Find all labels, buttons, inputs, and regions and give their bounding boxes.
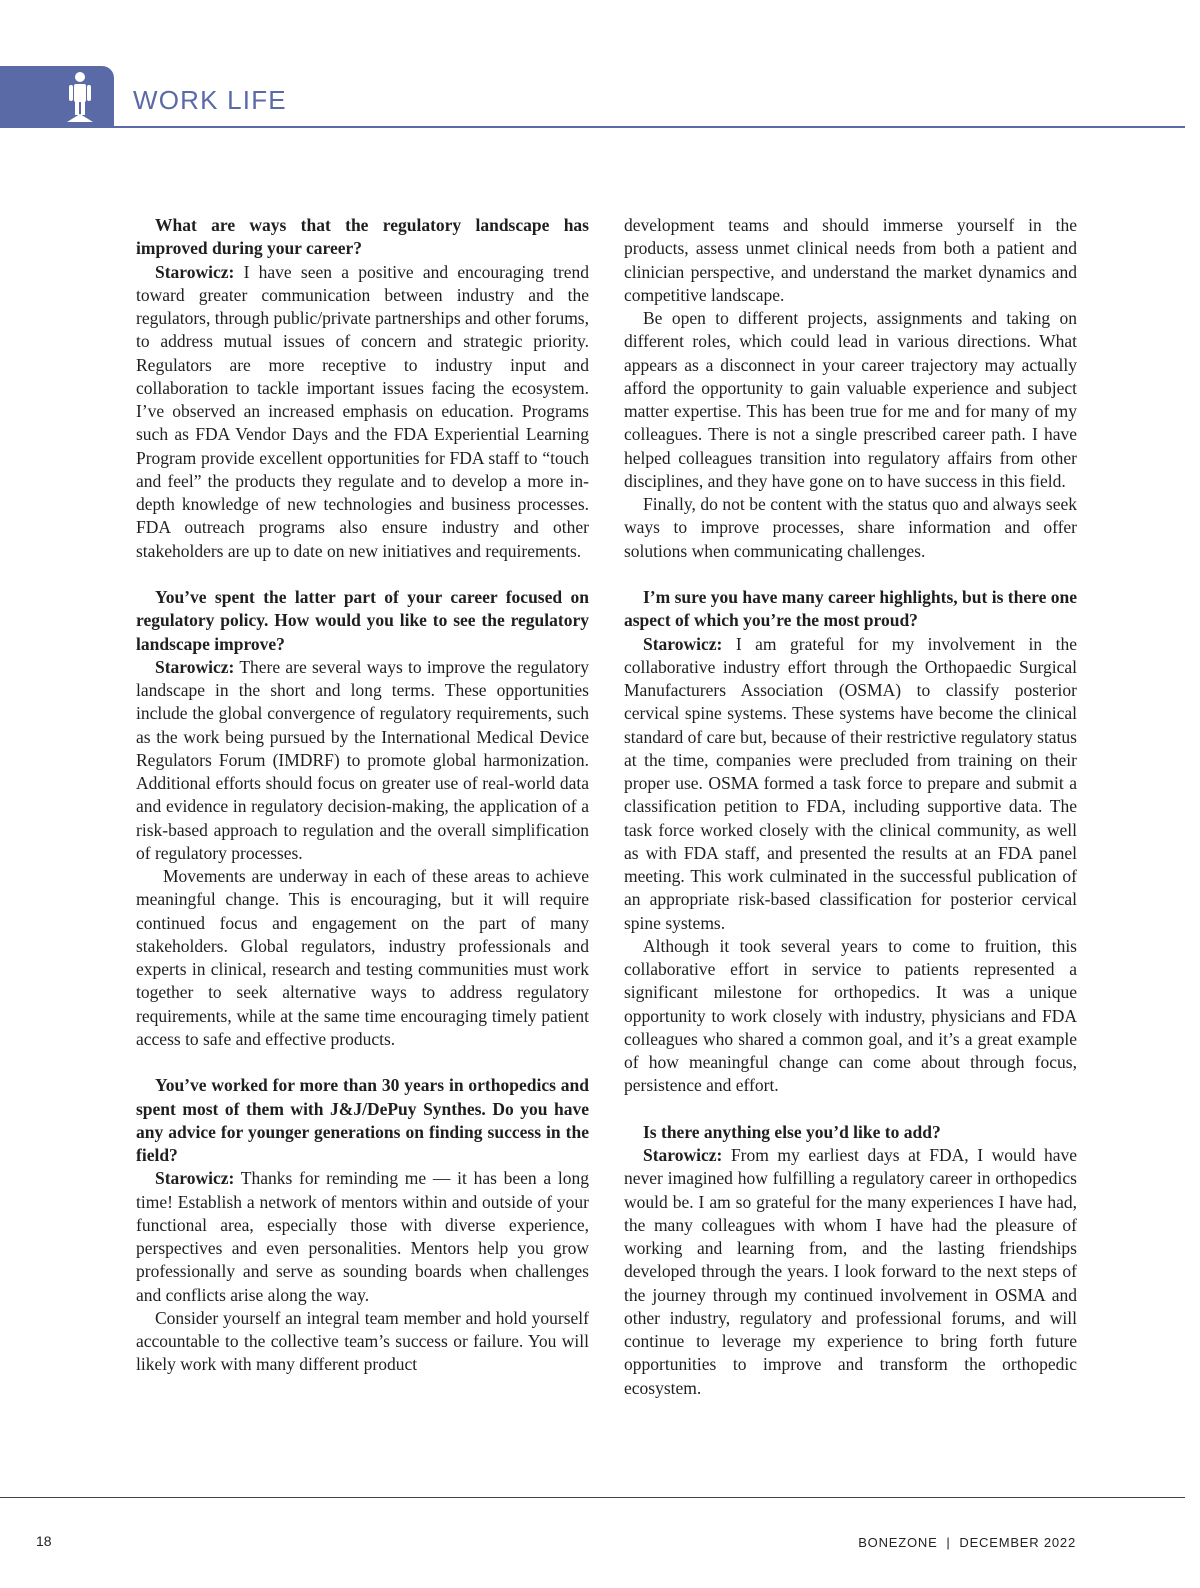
left-column bbox=[136, 214, 589, 1377]
answer-4-paragraph-2: Although it took several years to come to fruition, this collaborative effort in service to patients represented a significant milestone for orthopedics. It was a unique opportunity to work closely with industry, physicians and FDA colleagues who shared a common goal, and it’s a great example of how meaningful change can come about through focus, persistence and effort. bbox=[624, 935, 1077, 1096]
publication-folio: BONEZONE | DECEMBER 2022 bbox=[858, 1535, 1076, 1550]
answer-3 bbox=[136, 1167, 589, 1307]
question-2: You’ve spent the latter part of your career focused on regulatory policy. How would you like to see the regulatory landscape improve? bbox=[136, 587, 589, 654]
answer-1 bbox=[136, 261, 589, 563]
section-title: WORK LIFE bbox=[133, 85, 287, 115]
right-column bbox=[624, 214, 1077, 1400]
answer-text: I am grateful for my involvement in the collaborative industry effort through the Orthopaedic Surgical Manufacturers Association (OSMA) to classify posterior cervical spine systems. These systems have become the clinical standard of care but, because of their restrictive regulatory status at the time, companies were precluded from training on their proper use. OSMA formed a task force to prepare and submit a classification petition to FDA, including supportive data. The task force worked closely with the clinical community, as well as with FDA staff, and presented the results at an FDA panel meeting. This work culminated in the successful publication of an appropriate risk-based classification for posterior cervical spine systems. bbox=[624, 633, 1077, 933]
answer-text: Thanks for reminding me — it has been a long time! Establish a network of mentors within and outside of your functional area, especially those with diverse experience, perspectives and even personalities. Mentors help you grow professionally and serve as sounding boards when challenges and conflicts arise along the way. bbox=[136, 1168, 589, 1305]
speaker-label: Starowicz: bbox=[155, 656, 235, 677]
answer-4 bbox=[624, 633, 1077, 935]
header-rule bbox=[0, 126, 1185, 128]
answer-text: From my earliest days at FDA, I would have never imagined how fulfilling a regulatory career in orthopedics would be. I am so grateful for the many experiences I have had, the many colleagues with whom I have had the pleasure of working and learning from, and the lasting friendships developed through the years. I look forward to the next steps of the journey through my continued involvement in OSMA and other industry, regulatory and professional forums, and will continue to leverage my experience to bring forth future opportunities to improve and transform the orthopedic ecosystem. bbox=[624, 1145, 1077, 1398]
speaker-label: Starowicz: bbox=[155, 261, 235, 282]
footer-rule bbox=[0, 1497, 1185, 1498]
question-3: You’ve worked for more than 30 years in orthopedics and spent most of them with J&J/DePuy Synthes. Do you have any advice for younger generations on finding success in the field? bbox=[136, 1075, 589, 1165]
answer-5 bbox=[624, 1144, 1077, 1400]
answer-2 bbox=[136, 656, 589, 865]
answer-3-paragraph-4: Finally, do not be content with the status quo and always seek ways to improve processes, share information and offer solutions when communicating challenges. bbox=[624, 494, 1077, 561]
speaker-label: Starowicz: bbox=[643, 633, 723, 654]
answer-text: There are several ways to improve the regulatory landscape in the short and long terms. These opportunities include the global convergence of regulatory requirements, such as the work being pursued by the International Medical Device Regulators Forum (IMDRF) to promote global harmonization. Additional efforts should focus on greater use of real-world data and evidence in regulatory decision-making, the application of a risk-based approach to regulation and the overall simplification of regulatory processes. bbox=[136, 656, 589, 863]
speaker-label: Starowicz: bbox=[643, 1145, 723, 1165]
answer-3-paragraph-2: Consider yourself an integral team member and hold yourself accountable to the collective team’s success or failure. You will likely work with many different product bbox=[136, 1307, 589, 1375]
answer-text: I have seen a positive and encouraging trend toward greater communication between industry and the regulators, through public/private partnerships and other forums, to address mutual issues of concern and strategic priority. Regulators are more receptive to industry input and collaboration to tackle important issues facing the ecosystem. I’ve observed an increased emphasis on education. Programs such as FDA Vendor Days and the FDA Experiential Learning Program provide excellent opportunities for FDA staff to “touch and feel” the products they regulate and to develop a more in-depth knowledge of new technologies and business processes. FDA outreach programs also ensure industry and other stakeholders are up to date on new initiatives and requirements. bbox=[136, 261, 589, 561]
question-4: I’m sure you have many career highlights, but is there one aspect of which you’re the most proud? bbox=[624, 587, 1077, 631]
question-5: Is there anything else you’d like to add? bbox=[643, 1121, 941, 1142]
speaker-label: Starowicz: bbox=[155, 1168, 235, 1189]
answer-3-paragraph-2-continued: development teams and should immerse yourself in the products, assess unmet clinical needs from both a patient and clinician perspective, and understand the market dynamics and competitive landscape. bbox=[624, 215, 1077, 305]
standing-figure-icon bbox=[60, 70, 100, 124]
answer-3-paragraph-3: Be open to different projects, assignments and taking on different roles, which could lead in various directions. What appears as a disconnect in your career trajectory may actually afford the opportunity to gain valuable experience and subject matter expertise. This has been true for me and for many of my colleagues. There is not a single prescribed career path. I have helped colleagues transition into regulatory affairs from other disciplines, and they have gone on to have success in this field. bbox=[624, 308, 1077, 491]
answer-2-paragraph-2: Movements are underway in each of these areas to achieve meaningful change. This is encouraging, but it will require continued focus and engagement on the part of many stakeholders. Global regulators, industry professionals and experts in clinical, research and testing communities must work together to seek alternative ways to address regulatory requirements, while at the same time encouraging timely patient access to safe and effective products. bbox=[136, 866, 589, 1049]
page-number: 18 bbox=[36, 1533, 52, 1549]
question-1: What are ways that the regulatory landscape has improved during your career? bbox=[136, 215, 589, 259]
